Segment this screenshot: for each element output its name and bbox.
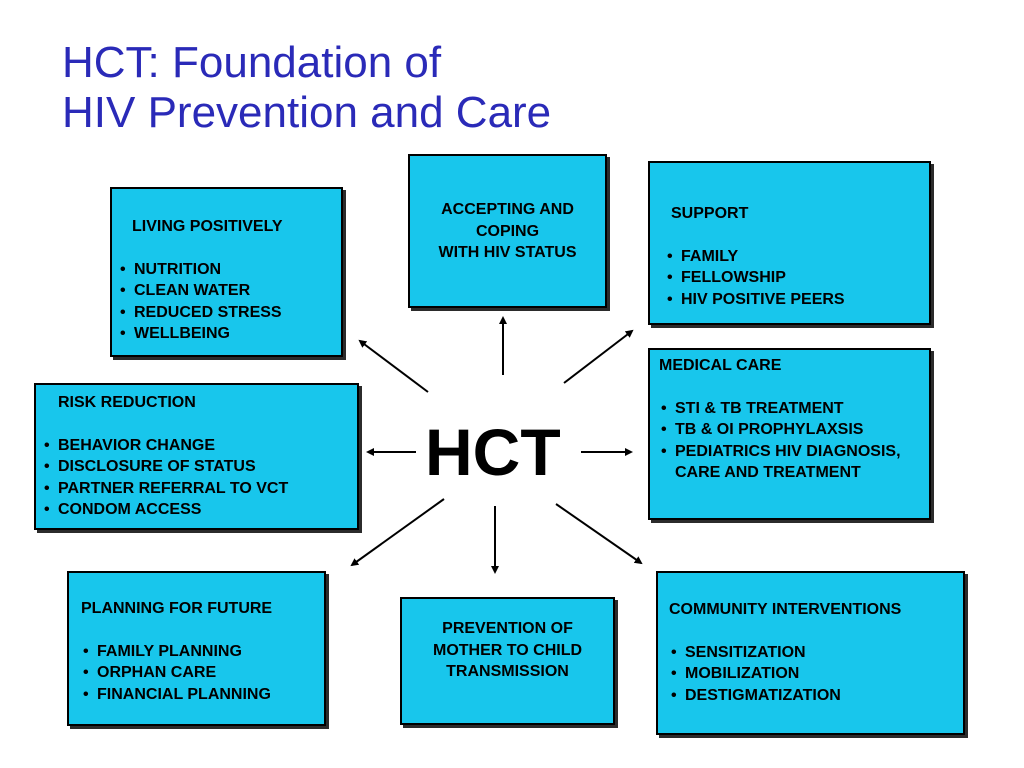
list-item: • NUTRITION — [118, 259, 341, 281]
list-item: • CLEAN WATER — [118, 280, 341, 302]
box-line: ACCEPTING AND — [441, 201, 574, 218]
arrow-up-left — [360, 341, 428, 392]
list-item: • FAMILY PLANNING — [81, 641, 324, 663]
list-item: • PEDIATRICS HIV DIAGNOSIS, CARE AND TREATMENT — [659, 441, 905, 484]
box-line: WITH HIV STATUS — [438, 244, 577, 261]
list-item: • PARTNER REFERRAL TO VCT — [42, 478, 357, 500]
list-item: • BEHAVIOR CHANGE — [42, 435, 357, 457]
list-item: • TB & OI PROPHYLAXSIS — [659, 419, 929, 441]
box-accepting-coping — [408, 154, 607, 308]
list-item: • WELLBEING — [118, 323, 341, 345]
list-item: • FINANCIAL PLANNING — [81, 684, 324, 706]
box-support — [648, 161, 931, 325]
box-pmtct — [400, 597, 615, 725]
list-item: • SENSITIZATION — [669, 642, 963, 664]
list-item: • STI & TB TREATMENT — [659, 398, 929, 420]
arrow-down-right — [556, 504, 641, 563]
list-item: • FAMILY — [665, 246, 929, 268]
list-item: • HIV POSITIVE PEERS — [665, 289, 929, 311]
title-line-2: HIV Prevention and Care — [62, 88, 552, 137]
box-medical-care — [648, 348, 931, 520]
box-risk-reduction — [34, 383, 359, 530]
arrow-down-left — [352, 499, 444, 565]
arrow-up-right — [564, 331, 632, 383]
box-heading: MEDICAL CARE — [659, 357, 782, 374]
list-item: • DISCLOSURE OF STATUS — [42, 456, 357, 478]
box-heading: RISK REDUCTION — [58, 394, 196, 411]
list-item: • ORPHAN CARE — [81, 662, 324, 684]
box-heading: LIVING POSITIVELY — [132, 218, 283, 235]
center-hct-label: HCT — [425, 415, 561, 489]
box-heading: PLANNING FOR FUTURE — [81, 600, 273, 617]
box-heading: COMMUNITY INTERVENTIONS — [669, 601, 902, 618]
box-living-positively — [110, 187, 343, 357]
list-item: • MOBILIZATION — [669, 663, 963, 685]
box-line: COPING — [475, 222, 540, 240]
list-item: • FELLOWSHIP — [665, 267, 929, 289]
box-line: MOTHER TO CHILD — [432, 641, 583, 659]
box-line: PREVENTION OF — [442, 620, 573, 637]
box-planning-future — [67, 571, 326, 726]
list-item: • REDUCED STRESS — [118, 302, 341, 324]
title-line-1: HCT: Foundation of — [62, 38, 442, 87]
box-line: TRANSMISSION — [446, 663, 569, 680]
list-item: • DESTIGMATIZATION — [669, 685, 963, 707]
box-heading: SUPPORT — [671, 205, 749, 222]
list-item: • CONDOM ACCESS — [42, 499, 357, 521]
box-community-interventions — [656, 571, 965, 735]
